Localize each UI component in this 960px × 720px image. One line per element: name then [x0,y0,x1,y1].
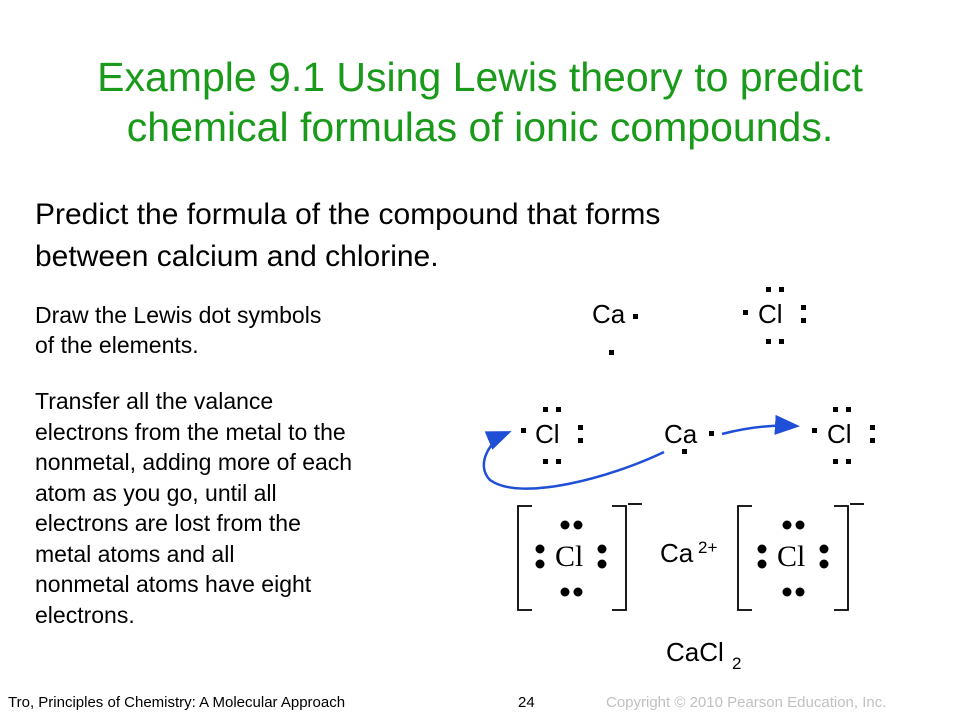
electron-dot [556,407,561,412]
bracket-right [612,506,626,610]
electron-dot [578,425,583,430]
electron-dot [743,310,748,315]
electron-dot [633,314,638,319]
cl-symbol: Cl [827,419,852,449]
calcium-ion [660,538,717,568]
electron-dot [609,350,614,355]
electron-dot [709,431,714,436]
electron-dot [783,521,792,530]
electron-dot [820,545,829,554]
step-2-line: electrons are lost from the [35,510,301,536]
bracket-right [834,506,848,610]
chloride-ion-right [738,504,864,610]
ca-lewis-symbol-row2 [664,419,714,454]
electron-dot [543,459,548,464]
electron-dot [758,545,767,554]
step-2-line: Transfer all the valance [35,388,274,414]
step-2-line: electrons. [35,601,135,628]
formula-base: CaCl [666,637,724,667]
electron-transfer-arrow-right [722,426,795,434]
electron-dot [846,459,851,464]
electron-dot [801,318,806,323]
chloride-ion-left [518,504,642,610]
title-line-1: Example 9.1 Using Lewis theory to predict [97,54,863,100]
electron-dot [574,588,583,597]
electron-dot [846,407,851,412]
copyright-notice: Copyright © 2010 Pearson Education, Inc. [606,694,887,711]
ca-symbol: Ca [592,299,626,329]
electron-dot [812,428,817,433]
title-line-2: chemical formulas of ionic compounds. [126,104,834,150]
electron-dot [779,339,784,344]
electron-dot [833,407,838,412]
electron-dot [766,339,771,344]
electron-dot [556,459,561,464]
electron-dot [801,305,806,310]
electron-dot [796,521,805,530]
electron-dot [820,560,829,569]
electron-dot [783,588,792,597]
step-2-line: atom as you go, until all [35,479,277,506]
electron-dot [796,588,805,597]
cl-lewis-symbol-row1 [743,287,806,344]
ion-charge: 2+ [698,538,718,557]
step-1-line: Draw the Lewis dot symbols [35,302,322,328]
footer-source: Tro, Principles of Chemistry: A Molecular Approach [8,694,346,711]
formula-subscript: 2 [732,654,742,673]
electron-dot [578,438,583,443]
electron-dot [536,560,545,569]
step-2-line: electrons from the metal to the [35,418,346,445]
ca-symbol: Ca [660,538,694,568]
electron-dot [833,459,838,464]
cl-lewis-symbol-right [812,407,875,464]
step-1-line: of the elements. [35,332,199,358]
cl-symbol: Cl [555,540,584,573]
electron-dot [870,438,875,443]
electron-dot [561,588,570,597]
electron-dot [536,545,545,554]
bracket-left [738,506,752,610]
problem-line-1: Predict the formula of the compound that forms [35,198,661,231]
electron-dot [574,521,583,530]
step-2-line: metal atoms and all [35,540,235,567]
electron-dot [779,287,784,292]
cl-symbol: Cl [758,299,783,329]
step-2-line: nonmetal atoms have eight [35,571,312,597]
electron-transfer-arrow-left [484,433,664,489]
electron-dot [543,407,548,412]
electron-dot [758,560,767,569]
electron-dot [598,560,607,569]
cl-symbol: Cl [535,419,560,449]
problem-line-2: between calcium and chlorine. [35,240,439,273]
chemical-formula [666,637,741,673]
electron-dot [598,545,607,554]
electron-dot [766,287,771,292]
electron-dot [682,449,687,454]
page-number: 24 [518,694,535,711]
cl-lewis-symbol-left [521,407,583,464]
bracket-left [518,506,532,610]
electron-dot [561,521,570,530]
cl-symbol: Cl [777,540,806,573]
step-2-line: nonmetal, adding more of each [35,449,353,475]
ca-lewis-symbol-row1 [592,299,638,355]
electron-dot [870,425,875,430]
electron-dot [521,428,526,433]
ca-symbol: Ca [664,419,698,449]
